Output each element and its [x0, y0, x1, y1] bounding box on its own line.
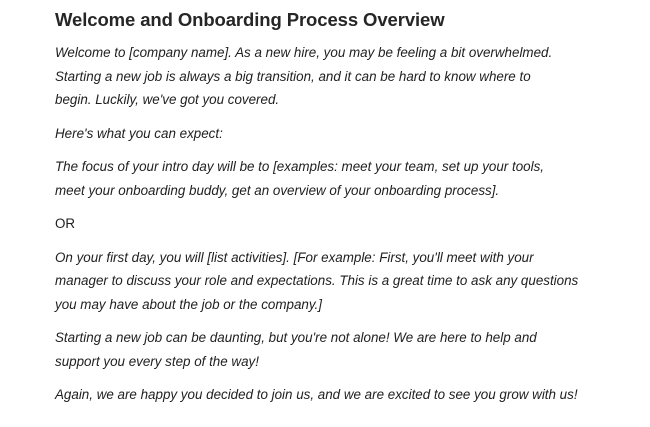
- paragraph-intro-day: The focus of your intro day will be to [examples: meet your team, set up your tools, meet your onboarding buddy, get an overview of your onboarding process].: [55, 159, 544, 198]
- paragraph-or: OR: [55, 216, 76, 231]
- paragraph-first-day: On your first day, you will [list activities]. [For example: First, you'll meet with your manager to discuss your role and expectations. This is a great time to ask any questions you may have about the job or the company.]: [55, 249, 579, 312]
- document-title: Welcome and Onboarding Process Overview: [55, 9, 445, 30]
- paragraph-closing: Again, we are happy you decided to join us, and we are excited to see you grow with us!: [55, 387, 578, 402]
- paragraph-welcome: Welcome to [company name]. As a new hire, you may be feeling a bit overwhelmed. Starting a new job is always a big transition, and it can be hard to know where to begin. Luckily, we've got you covered.: [55, 45, 553, 107]
- paragraph-support: Starting a new job can be daunting, but you're not alone! We are here to help and support you every step of the way!: [55, 330, 537, 369]
- paragraph-expect: Here's what you can expect:: [55, 125, 223, 141]
